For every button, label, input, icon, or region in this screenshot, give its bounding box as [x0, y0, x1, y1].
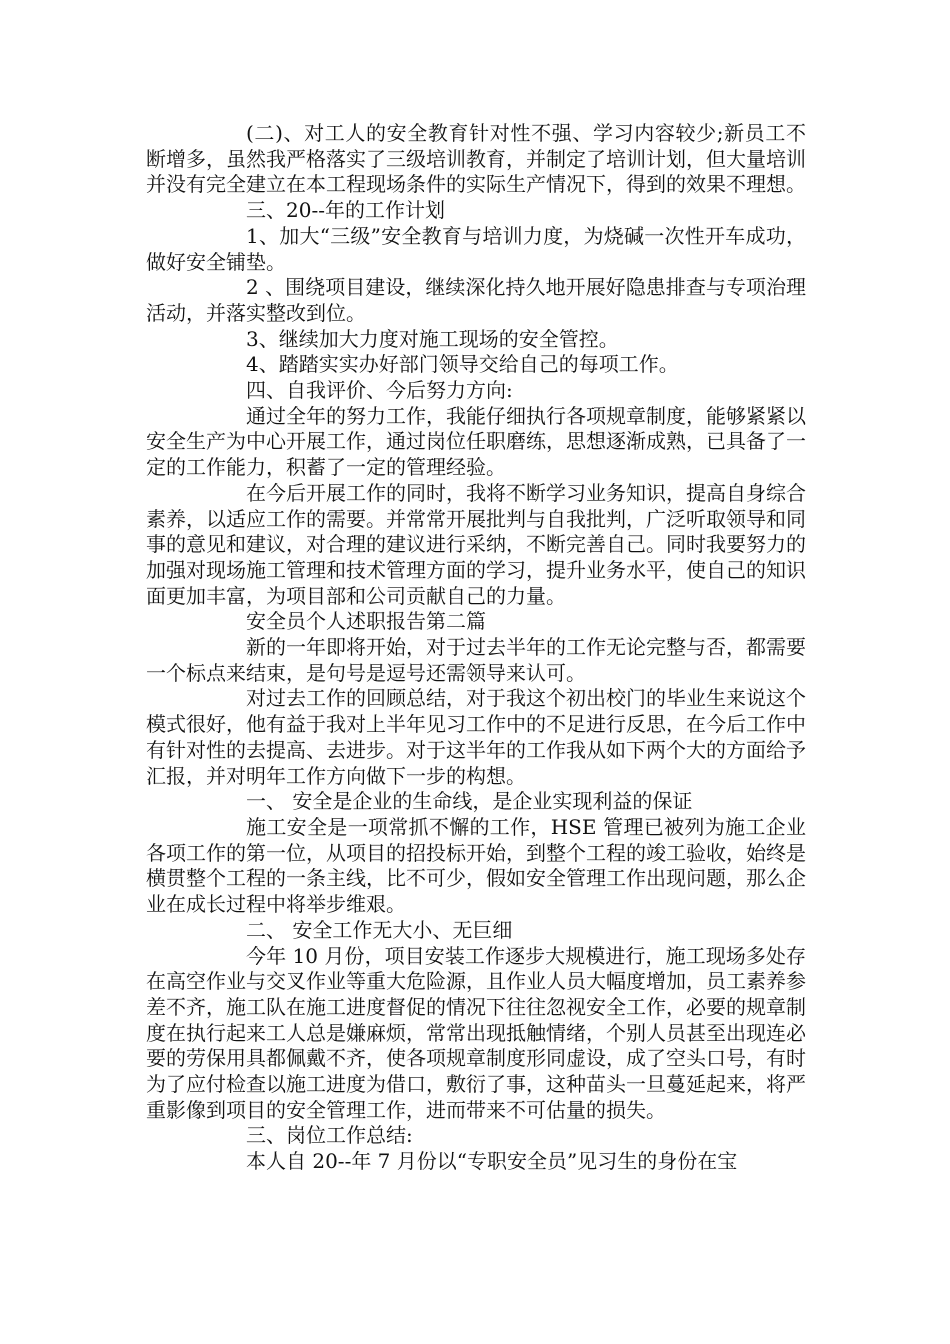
paragraph: 4、踏踏实实办好部门领导交给自己的每项工作。	[246, 352, 679, 377]
paragraph: 通过全年的努力工作，我能仔细执行各项规章制度，能够紧紧以安全生产为中心开展工作，通过岗位任职磨练，思想逐渐成熟，已具备了一定的工作能力，积蓄了一定的管理经验。	[146, 403, 806, 480]
paragraph: 今年 10 月份，项目安装工作逐步大规模进行，施工现场多处存在高空作业与交叉作业等重大危险源，且作业人员大幅度增加，员工素养参差不齐，施工队在施工进度督促的情况下往往忽视安全工作，必要的规章制度在执行起来工人总是嫌麻烦，常常出现抵触情绪，个别人员甚至出现连必要的劳保用具都佩戴不齐，使各项规章制度形同虚设，成了空头口号，有时为了应付检查以施工进度为借口，敷衍了事，这种苗头一旦蔓延起来，将严重影像到项目的安全管理工作，进而带来不可估量的损失。	[146, 943, 806, 1122]
paragraph: (二)、对工人的安全教育针对性不强、学习内容较少;新员工不断增多，虽然我严格落实了三级培训教育，并制定了培训计划，但大量培训并没有完全建立在本工程现场条件的实际生产情况下，得到的效果不理想。	[146, 121, 806, 197]
document-body	[146, 121, 806, 1175]
paragraph: 2 、围绕项目建设，继续深化持久地开展好隐患排查与专项治理活动，并落实整改到位。	[146, 275, 806, 325]
paragraph: 新的一年即将开始，对于过去半年的工作无论完整与否，都需要一个标点来结束，是句号是逗号还需领导来认可。	[146, 635, 806, 685]
paragraph: 施工安全是一项常抓不懈的工作，HSE 管理已被列为施工企业各项工作的第一位，从项目的招投标开始，到整个工程的竣工验收，始终是横贯整个工程的一条主线，比不可少，假如安全管理工作出现问题，那么企业在成长过程中将举步维艰。	[146, 814, 806, 917]
paragraph: 对过去工作的回顾总结，对于我这个初出校门的毕业生来说这个模式很好，他有益于我对上半年见习工作中的不足进行反思，在今后工作中有针对性的去提高、去进步。对于这半年的工作我从如下两个大的方面给予汇报，并对明年工作方向做下一步的构想。	[146, 686, 806, 788]
section-heading: 一、 安全是企业的生命线，是企业实现利益的保证	[246, 789, 693, 814]
section-heading: 三、岗位工作总结:	[246, 1123, 413, 1148]
paragraph: 3、继续加大力度对施工现场的安全管控。	[246, 326, 619, 351]
section-heading: 三、20--年的工作计划	[246, 198, 445, 223]
paragraph: 在今后开展工作的同时，我将不断学习业务知识，提高自身综合素养，以适应工作的需要。并常常开展批判与自我批判，广泛听取领导和同事的意见和建议，对合理的建议进行采纳，不断完善自己。同时我要努力的加强对现场施工管理和技术管理方面的学习，提升业务水平，使自己的知识面更加丰富，为项目部和公司贡献自己的力量。	[146, 480, 806, 608]
paragraph: 本人自 20--年 7 月份以“专职安全员”见习生的身份在宝	[246, 1149, 738, 1174]
section-heading: 二、 安全工作无大小、无巨细	[246, 917, 513, 942]
section-heading: 四、自我评价、今后努力方向:	[246, 378, 513, 403]
chapter-title: 安全员个人述职报告第二篇	[246, 609, 486, 634]
paragraph: 1、加大“三级”安全教育与培训力度，为烧碱一次性开车成功，做好安全铺垫。	[146, 223, 806, 274]
